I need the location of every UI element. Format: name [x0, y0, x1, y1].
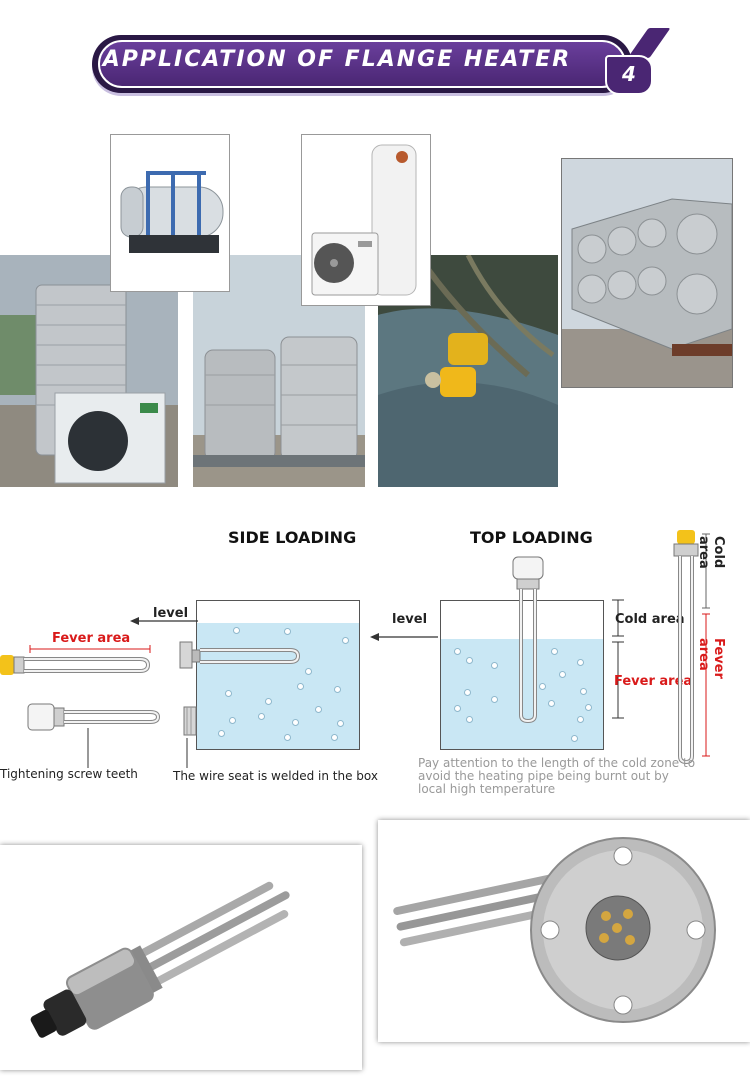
side-heater-with-connector: [0, 645, 180, 685]
tightening-screw-label: Tightening screw teeth: [0, 767, 138, 781]
cold-area-label: Cold area: [615, 612, 685, 627]
side-level-arrow: [130, 614, 200, 628]
banner-tab-tip: [627, 28, 670, 58]
bubble: [539, 683, 546, 690]
bubble: [229, 717, 236, 724]
bubble: [315, 706, 322, 713]
bubble: [292, 719, 299, 726]
banner-number: 4: [622, 62, 636, 86]
note-line: avoid the heating pipe being burnt out by: [418, 769, 669, 783]
flange-heater-illustration: [378, 820, 750, 1042]
bubble: [491, 696, 498, 703]
bubble: [331, 734, 338, 741]
top-loading-heading: TOP LOADING: [470, 528, 593, 547]
bubble: [233, 627, 240, 634]
bubble: [454, 705, 461, 712]
side-heater-screw-type: [20, 700, 170, 770]
boiler-illustration: [111, 135, 229, 291]
bubble: [337, 720, 344, 727]
bubble: [466, 657, 473, 664]
bubble: [464, 689, 471, 696]
panel-tank-illustration: [562, 159, 732, 387]
side-fever-area-label: Fever area: [52, 631, 131, 646]
product-photo-screw-heater: [0, 845, 362, 1070]
bubble: [585, 704, 592, 711]
bubble: [284, 734, 291, 741]
bubble: [218, 730, 225, 737]
bubble: [265, 698, 272, 705]
cold-area-vertical-label: Cold area: [696, 536, 726, 569]
screw-heater-illustration: [0, 845, 362, 1070]
top-level-label: level: [392, 612, 428, 627]
wire-seat-label: The wire seat is welded in the box: [173, 769, 378, 783]
note-line: local high temperature: [418, 782, 556, 796]
side-level-label: level: [153, 606, 189, 621]
bubble: [466, 716, 473, 723]
wire-seat-leader-line: [185, 738, 189, 768]
bubble: [258, 713, 265, 720]
product-photo-flange-heater: [378, 820, 750, 1042]
bubble: [454, 648, 461, 655]
bubble: [577, 659, 584, 666]
bubble: [571, 735, 578, 742]
water-heater-illustration: [302, 135, 430, 305]
bubble: [559, 671, 566, 678]
bubble: [577, 716, 584, 723]
photo-modular-panel-tank: [561, 158, 733, 388]
section-banner: [92, 35, 632, 93]
photo-heat-pump-water-heater: [301, 134, 431, 306]
bubble: [491, 662, 498, 669]
banner-title: APPLICATION OF FLANGE HEATER: [102, 47, 572, 72]
cold-zone-note: [418, 757, 708, 796]
bubble: [297, 683, 304, 690]
side-loading-heading: SIDE LOADING: [228, 528, 357, 547]
top-level-arrow: [370, 630, 440, 644]
bubble: [551, 648, 558, 655]
bubble: [334, 686, 341, 693]
bubble: [305, 668, 312, 675]
bubble: [580, 688, 587, 695]
fever-area-label: Fever area: [614, 674, 693, 689]
top-heater-installed: [505, 555, 555, 725]
fever-area-vertical-label: Fever area: [696, 638, 726, 679]
bubble: [225, 690, 232, 697]
bubble: [284, 628, 291, 635]
photo-horizontal-boiler: [110, 134, 230, 292]
bubble: [548, 700, 555, 707]
note-line: Pay attention to the length of the cold zone to: [418, 756, 696, 770]
welded-wire-seat: [182, 705, 198, 739]
bubble: [342, 637, 349, 644]
